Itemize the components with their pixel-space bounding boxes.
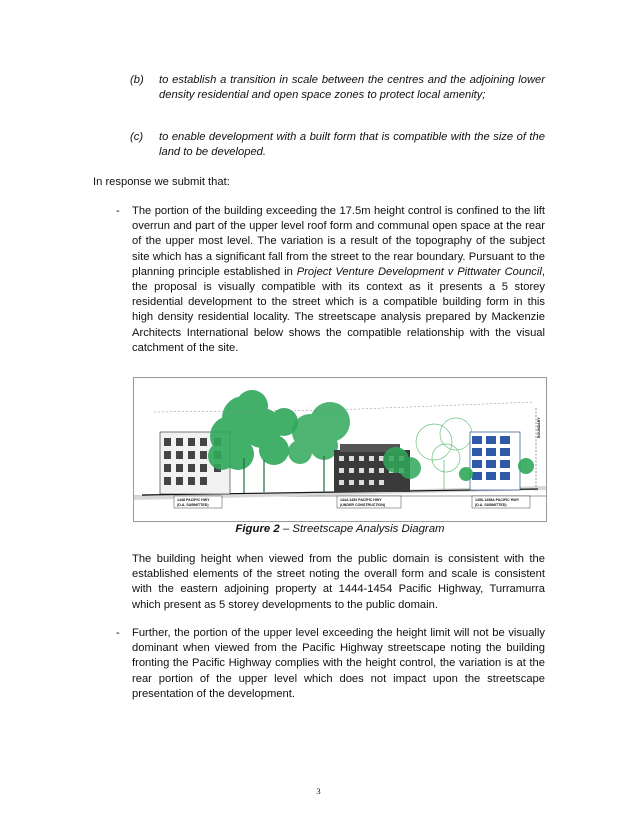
svg-text:(UNDER CONSTRUCTION): (UNDER CONSTRUCTION) <box>340 503 386 507</box>
bullet-dash: - <box>116 205 120 217</box>
svg-text:(D.A. SUBMITTED): (D.A. SUBMITTED) <box>177 503 209 507</box>
svg-text:1456-1458A PACIFIC HWY: 1456-1458A PACIFIC HWY <box>475 498 520 502</box>
objective-c-text: to enable development with a built form that is compatible with the size of the land to be developed. <box>159 131 545 159</box>
streetscape-drawing <box>134 378 546 521</box>
case-name: Project Venture Development v Pittwater Council <box>296 265 542 278</box>
bullet-dash: - <box>116 627 120 639</box>
objective-c-label: (c) <box>130 131 144 143</box>
bullet-text: The portion of the building exceeding the 17.5m height control is confined to the lift overrun and part of the upper level roof form and communal open space at the rear of the upper most level. The variation is a result of the topography of the subject site which has a significant fall from the street to the rear boundary. Pursuant to the planning principle established in Project Venture Development v Pittwater Council, the proposal is visually compatible with its context as it presents a 5 storey residential development to the street which is a compatible building form in this high density residential locality. The streetscape analysis prepared by Mackenzie Architects International below shows the compatible relationship with the visual catchment of the site. <box>132 205 545 354</box>
svg-text:1444-1454 PACIFIC HWY: 1444-1454 PACIFIC HWY <box>340 498 382 502</box>
label-right-site <box>472 496 530 508</box>
figure-title: – Streetscape Analysis Diagram <box>279 523 445 535</box>
boundary-label: BOUNDARY <box>537 417 541 438</box>
tree-group-left <box>208 390 298 470</box>
right-building <box>470 432 520 490</box>
svg-text:(D.A. SUBMITTED): (D.A. SUBMITTED) <box>475 503 507 507</box>
bullet-text: Further, the portion of the upper level exceeding the height limit will not be visually dominant when viewed from the Pacific Highway streetscape noting the building fronting the Pacific Highway complies with the height control, the variation is at the rear portion of the upper level which does not impact upon the streetscape presentation of the development. <box>132 627 545 700</box>
figure-number: Figure 2 <box>235 523 280 535</box>
streetscape-diagram <box>133 377 547 522</box>
label-middle-site <box>337 496 401 508</box>
page-number: 3 <box>316 786 321 796</box>
objective-b-label: (b) <box>130 74 144 86</box>
objective-b-text: to establish a transition in scale between the centres and the adjoining lower density residential and open space zones to protect local amenity; <box>159 74 545 102</box>
label-left-site <box>174 496 222 508</box>
figure-caption <box>133 523 547 535</box>
response-intro: In response we submit that: <box>93 176 230 188</box>
svg-text:1448 PACIFIC HWY: 1448 PACIFIC HWY <box>177 498 210 502</box>
paragraph-height-public-domain: The building height when viewed from the public domain is consistent with the established elements of the street noting the overall form and scale is consistent with the eastern adjoining property at 1444-1454 Pacific Highway, Turramurra which present as 5 storey developments to the public domain. <box>132 553 545 611</box>
